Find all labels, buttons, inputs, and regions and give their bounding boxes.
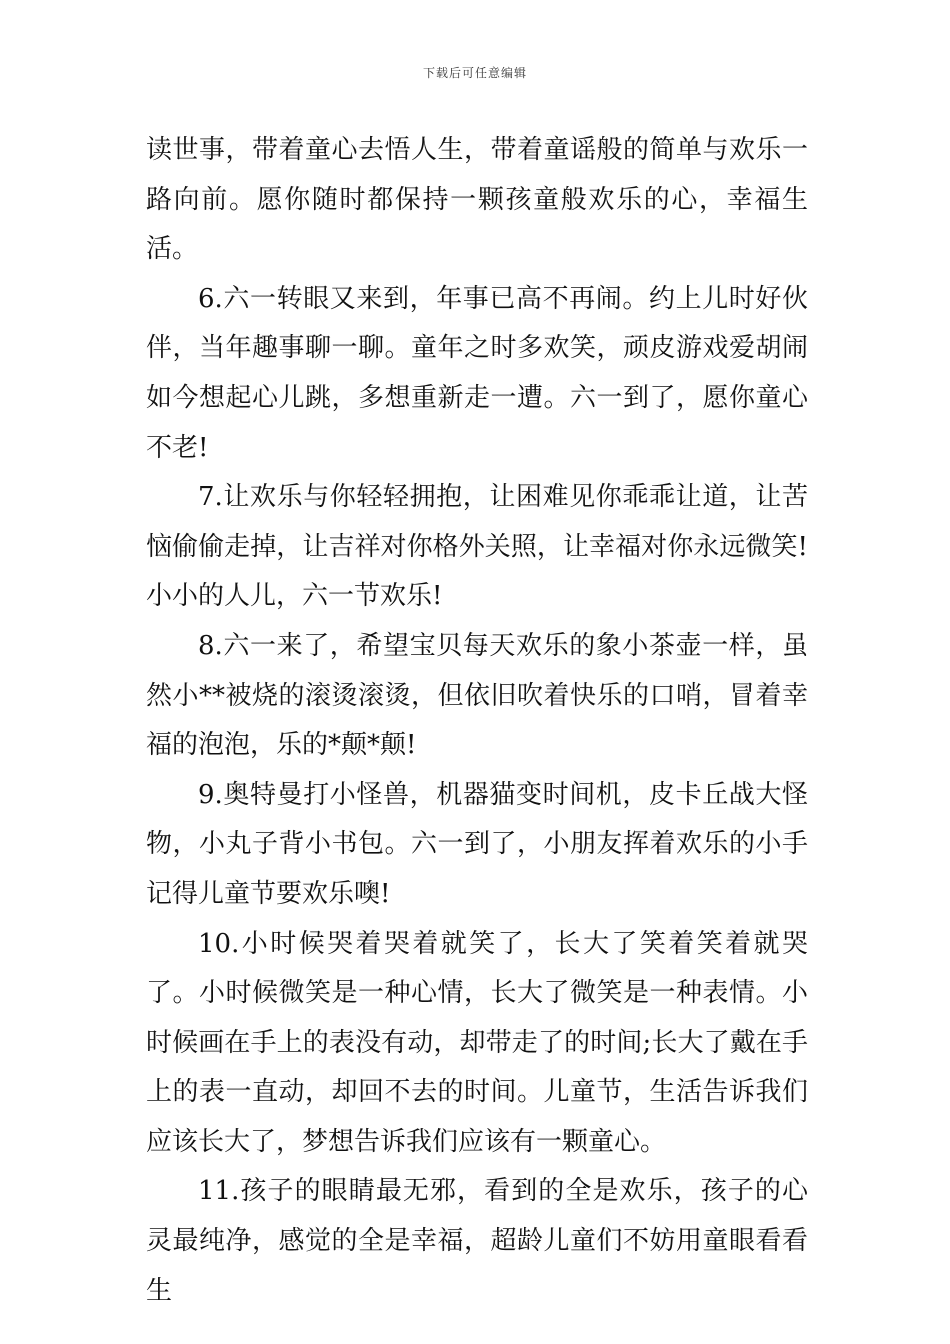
paragraph-item-10: 10.小时候哭着哭着就笑了，长大了笑着笑着就哭了。小时候微笑是一种心情，长大了微笑是一种表情。小时候画在手上的表没有动，却带走了的时间;长大了戴在手上的表一直动，却回不去的时间。儿童节，生活告诉我们应该长大了，梦想告诉我们应该有一颗童心。: [146, 928, 808, 1157]
paragraph-item-9: 9.奥特曼打小怪兽，机器猫变时间机，皮卡丘战大怪物，小丸子背小书包。六一到了，小朋友挥着欢乐的小手记得儿童节要欢乐噢!: [146, 779, 808, 909]
paragraph-continuation: 读世事，带着童心去悟人生，带着童谣般的简单与欢乐一路向前。愿你随时都保持一颗孩童般欢乐的心，幸福生活。: [146, 135, 808, 265]
paragraph-item-7: 7.让欢乐与你轻轻拥抱，让困难见你乖乖让道，让苦恼偷偷走掉，让吉祥对你格外关照，让幸福对你永远微笑!小小的人儿，六一节欢乐!: [146, 482, 808, 612]
paragraph-item-6: 6.六一转眼又来到，年事已高不再闹。约上儿时好伙伴，当年趣事聊一聊。童年之时多欢笑，顽皮游戏爱胡闹如今想起心儿跳，多想重新走一遭。六一到了，愿你童心不老!: [146, 283, 808, 463]
document-body: [146, 126, 808, 1316]
page-header: 下载后可任意编辑: [422, 66, 527, 80]
paragraph-item-11: 11.孩子的眼睛最无邪，看到的全是欢乐，孩子的心灵最纯净，感觉的全是幸福，超龄儿童们不妨用童眼看看生: [146, 1176, 808, 1306]
paragraph-item-8: 8.六一来了，希望宝贝每天欢乐的象小茶壶一样，虽然小**被烧的滚烫滚烫，但依旧吹着快乐的口哨，冒着幸福的泡泡，乐的*颠*颠!: [146, 630, 808, 761]
